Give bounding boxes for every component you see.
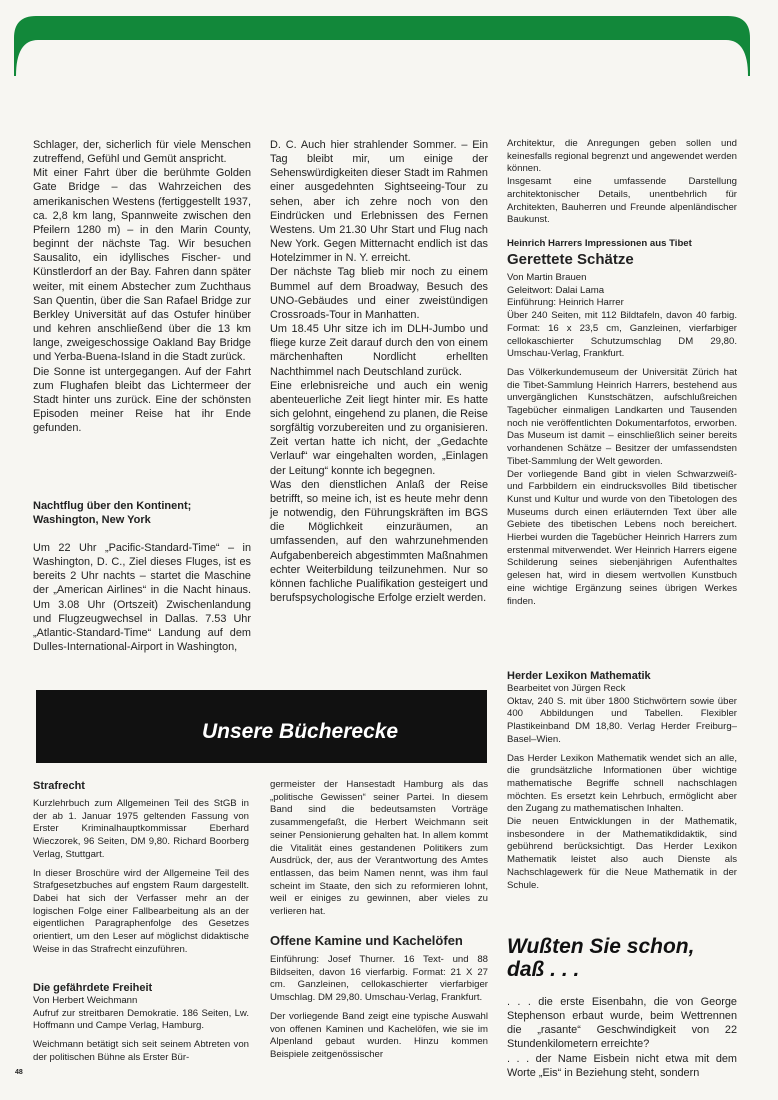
review-title: Strafrecht [33,780,85,792]
book-meta: Von Martin Brauen [507,272,587,283]
paragraph: Um 22 Uhr „Pacific-Standard-Time“ – in Washington, D. C., Ziel dieses Fluges, ist es bereits 2 Uhr nachts – startet die Maschine der „American Airlines“ in die Nacht hinaus. Um 3.08 Uhr (Ortszeit) Zwischenlandung und Flugzeugwechsel in Dallas. 7.53 Uhr „Atlantic-Standard-Time“ Landung auf dem Dulles-International-Airport in Washington, [33,542,251,654]
article-col2 [270,138,488,605]
architecture-review-end [507,138,737,227]
paragraph: Schlager, der, sicherlich für viele Menschen zutreffend, Gefühl und Gemüt anspricht. [33,139,251,166]
section-banner [36,690,487,763]
book-meta: Oktav, 240 S. mit über 1800 Stichwörtern sowie über 400 Abbildungen und Tabellen. Flexibler Plastikeinband DM 18,80. Verlag Herder Freiburg–Basel–Wien. [507,695,737,745]
heading-line: Washington, New York [33,514,151,526]
page-number: 48 [15,1069,23,1076]
book-meta: Einführung: Heinrich Harrer [507,297,624,309]
review-strafrecht [33,779,249,956]
book-meta: Einführung: Josef Thurner. 16 Text- und 88 Bildseiten, davon 16 vierfarbig. Format: 21 X 27 cm. Ganzleinen, cellokaschierter vierfarbiger Umschlag. DM 29,80. Umschau-Verlag, Frankfurt. [270,954,488,1004]
green-header-bar [14,16,750,76]
review-herder-lexikon [507,669,737,892]
review-title: Herder Lexikon Mathematik [507,670,651,682]
book-meta: Von Herbert Weichmann [33,995,138,1006]
paragraph: Das Herder Lexikon Mathematik wendet sich an alle, die grundsätzliche Informationen über wichtige mathematische Begriffe schnell nachschlagen möchten. Es ersetzt kein Lehrbuch, ermöglicht aber den Zugang zu mathematischen Inhalten. [507,752,737,815]
paragraph: Eine erlebnisreiche und auch ein wenig abenteuerliche Zeit liegt hinter mir. Es hatte sich gelohnt, eingehend zu planen, die Reise sorgfältig vorzubereiten und zu organisieren. Zeit vertan hatte ich nicht, der „Gedachte Verlauf“ war eingehalten worden, „Einlagen der Leitung“ konnte ich begegnen. [270,379,488,477]
review-gerettete-schaetze [507,237,737,608]
wussten-sie-schon [507,935,737,1080]
paragraph: Der nächste Tag blieb mir noch zu einem Bummel auf dem Broadway, Besuch des UNO-Gebäudes und einer zweistündigen Crossroads-Tour in Manhatten. [270,266,488,321]
heading-line: Nachtflug über den Kontinent; [33,500,192,512]
review-gefaehrdete-freiheit [33,981,249,1065]
paragraph: Architektur, die Anregungen geben sollen und keinesfalls regional begrenzt und angewendet werden können. [507,138,737,175]
paragraph: Insgesamt eine umfassende Darstellung architektonischer Details, unentbehrlich für Architekten, Bauherren und Freunde alpenländischer Baukunst. [507,176,737,226]
banner-title: Unsere Bücherecke [202,720,399,743]
paragraph: Die neuen Entwicklungen in der Mathematik, insbesondere in der Mathematikdidaktik, sind gebührend berücksichtigt. Das Herder Lexikon Mathematik leistet also auch Dienste als Nachschlagewerk für die Neue Mathematik in der Schule. [507,816,737,891]
paragraph: D. C. Auch hier strahlender Sommer. – Ein Tag bleibt mir, um einige der Sehenswürdigkeiten dieser Stadt im Rahmen einer ausgedehnten Sightseeing-Tour zu sehen, aber ich zehre noch von den Eindrücken und Erlebnissen des Fernen Westens. Um 21.30 Uhr Start und Flug nach New York. Gegen Mitternacht endlich ist das Hotelzimmer in N. Y. erreicht. [270,139,488,265]
section-title: Wußten Sie schon, [507,935,695,958]
review-offene-kamine [270,933,488,1062]
review-title: Gerettete Schätze [507,251,634,268]
article-col1-part1 [33,138,251,435]
paragraph: germeister der Hansestadt Hamburg als das „politische Gewissen“ seiner Partei. In diesem Band sind die bedeutsamsten Vorträge zusammengefaßt, die Herbert Weichmann seit seiner Pensionierung gehalten hat. In allem kommt die Vitalität eines gestandenen Politikers zum Ausdrück, der, aus der Verantwortung des Amtes entlassen, das beim Namen nennt, was ihm faul scheint im Staate, den sich zu reformieren lohnt, weil er einiges zu gewinnen, aber vieles zu verlieren hat. [270,779,488,918]
paragraph: Der vorliegende Band zeigt eine typische Auswahl von offenen Kaminen und Kachelöfen, wie sie im Alpenland gebaut wurden. Hinzu kommen Beispiele zeitgenössischer [270,1010,488,1060]
book-meta: Aufruf zur streitbaren Demokratie. 186 Seiten, Lw. Hoffmann und Campe Verlag, Hamburg. [33,1007,249,1032]
review-kicker: Heinrich Harrers Impressionen aus Tibet [507,238,692,249]
paragraph: Was den dienstlichen Anlaß der Reise betrifft, so meine ich, ist es heute mehr denn je notwendig, den Führungskräften im BGS die Möglichkeit einzuräumen, an umfassenden, auf den wahrzunehmenden Aufgabenbereich abgestimmten Maßnahmen echter Weiterbildung teilzunehmen. Nur so können fachliche Pualifikation gesteigert und berufspsychologische Erfolge erzielt werden. [270,478,488,604]
section-title: daß . . . [507,958,580,981]
book-meta: Über 240 Seiten, mit 112 Bildtafeln, davon 40 farbig. Format: 16 x 23,5 cm, Ganzleinen, vierfarbiger cellokaschierter Schutzumschlag DM 29,80. Umschau-Verlag, Frankfurt. [507,310,737,360]
book-meta: Kurzlehrbuch zum Allgemeinen Teil des StGB in der ab 1. Januar 1975 geltenden Fassung von Erster Kriminalhauptkommissar Eberhard Wieczorek, 96 Seiten, DM 9,80. Richard Boorberg Verlag, Stuttgart. [33,798,249,860]
paragraph: Der vorliegende Band gibt in vielen Schwarzweiß- und Farbbildern ein eindrucksvolles Bild tibetischer Kunst und Kultur und wurde von den Tibetologen des Museums durch einen erläuternden Text über alle Gebiete des tibetischen Lebens noch bereichert. Hierbei wurden die Tagebücher Heinrich Harrers zum erstenmal mitverwendet. Wer Heinrich Harrers eigene Schilderung seines siebenjährigen Aufenthaltes gelesen hat, wird in diesem wertvollen Kunstbuch eine wichtige Ergänzung seines übrigen Werkes finden. [507,468,737,607]
review-freiheit-continued [270,779,488,919]
book-meta: Geleitwort: Dalai Lama [507,284,605,296]
article-col1-part2 [33,541,251,654]
paragraph: . . . die erste Eisenbahn, die von George Stephenson erbaut wurde, beim Wettrennen die „rasante“ Geschwindigkeit von 22 Stundenkilometern erreichte? [507,996,737,1051]
paragraph: Mit einer Fahrt über die berühmte Golden Gate Bridge – das Wahrzeichen des amerikanischen Westens (fertiggestellt 1937, ca. 2,8 km lang, Spannweite zwischen den Pfeilern 1280 m) – in den Marin County, beginnt der nächste Tag. Wir besuchen Sausalito, ein idyllisches Fischer- und Künstlerdorf an der Bay. Fahren dann später weiter, mit einem Abstecher zum Zuchthaus San Quentin, über die San Rafael Bridge zur Berkley Universität auf das Ostufer hinüber und kehren anschließend über die 13 km lange, zweigeschossige Oakland Bay Bridge und Yerba-Buena-Island in die Stadt zurück. [33,167,251,364]
paragraph: Weichmann betätigt sich seit seinem Abtreten von der politischen Bühne als Erster Bür- [33,1039,249,1063]
paragraph: Um 18.45 Uhr sitze ich im DLH-Jumbo und fliege kurze Zeit darauf durch den von einem märchenhaften Nordlicht erhellten Nachthimmel nach Deutschland zurück. [270,323,488,378]
section-heading-nachtflug [33,499,251,527]
review-title: Die gefährdete Freiheit [33,982,153,994]
book-meta: Bearbeitet von Jürgen Reck [507,683,626,694]
paragraph: In dieser Broschüre wird der Allgemeine Teil des Strafgesetzbuches auf engstem Raum dargestellt. Dabei hat sich der Verfasser mehr an der logischen Folge einer Fallbearbeitung als an der eigentlichen Paragraphenfolge des Gesetzes orientiert, um den Leser auf möglichst didaktische Weise in das Strafrecht einzuführen. [33,867,249,955]
paragraph: Das Völkerkundemuseum der Universität Zürich hat die Tibet-Sammlung Heinrich Harrers, bestehend aus unvergänglichen Kunstschätzen, aufschlußreichen Tagebücher einmaligen Landkarten und Tausenden noch nie veröffentlichten Dokumentarfotos, erworben. Das Museum ist damit – einschließlich seiner bereits vorhandenen Schätze – Besitzer der umfassendsten Tibet-Sammlung der Welt geworden. [507,366,737,467]
paragraph: . . . der Name Eisbein nicht etwa mit dem Worte „Eis“ in Beziehung steht, sondern [507,1052,737,1079]
review-title: Offene Kamine und Kachelöfen [270,933,463,948]
paragraph: Die Sonne ist untergegangen. Auf der Fahrt zum Flughafen bleibt das Lichtermeer der Stadt hinter uns zurück. Eine der schönsten Episoden meiner Reise hat ihr Ende gefunden. [33,365,251,435]
